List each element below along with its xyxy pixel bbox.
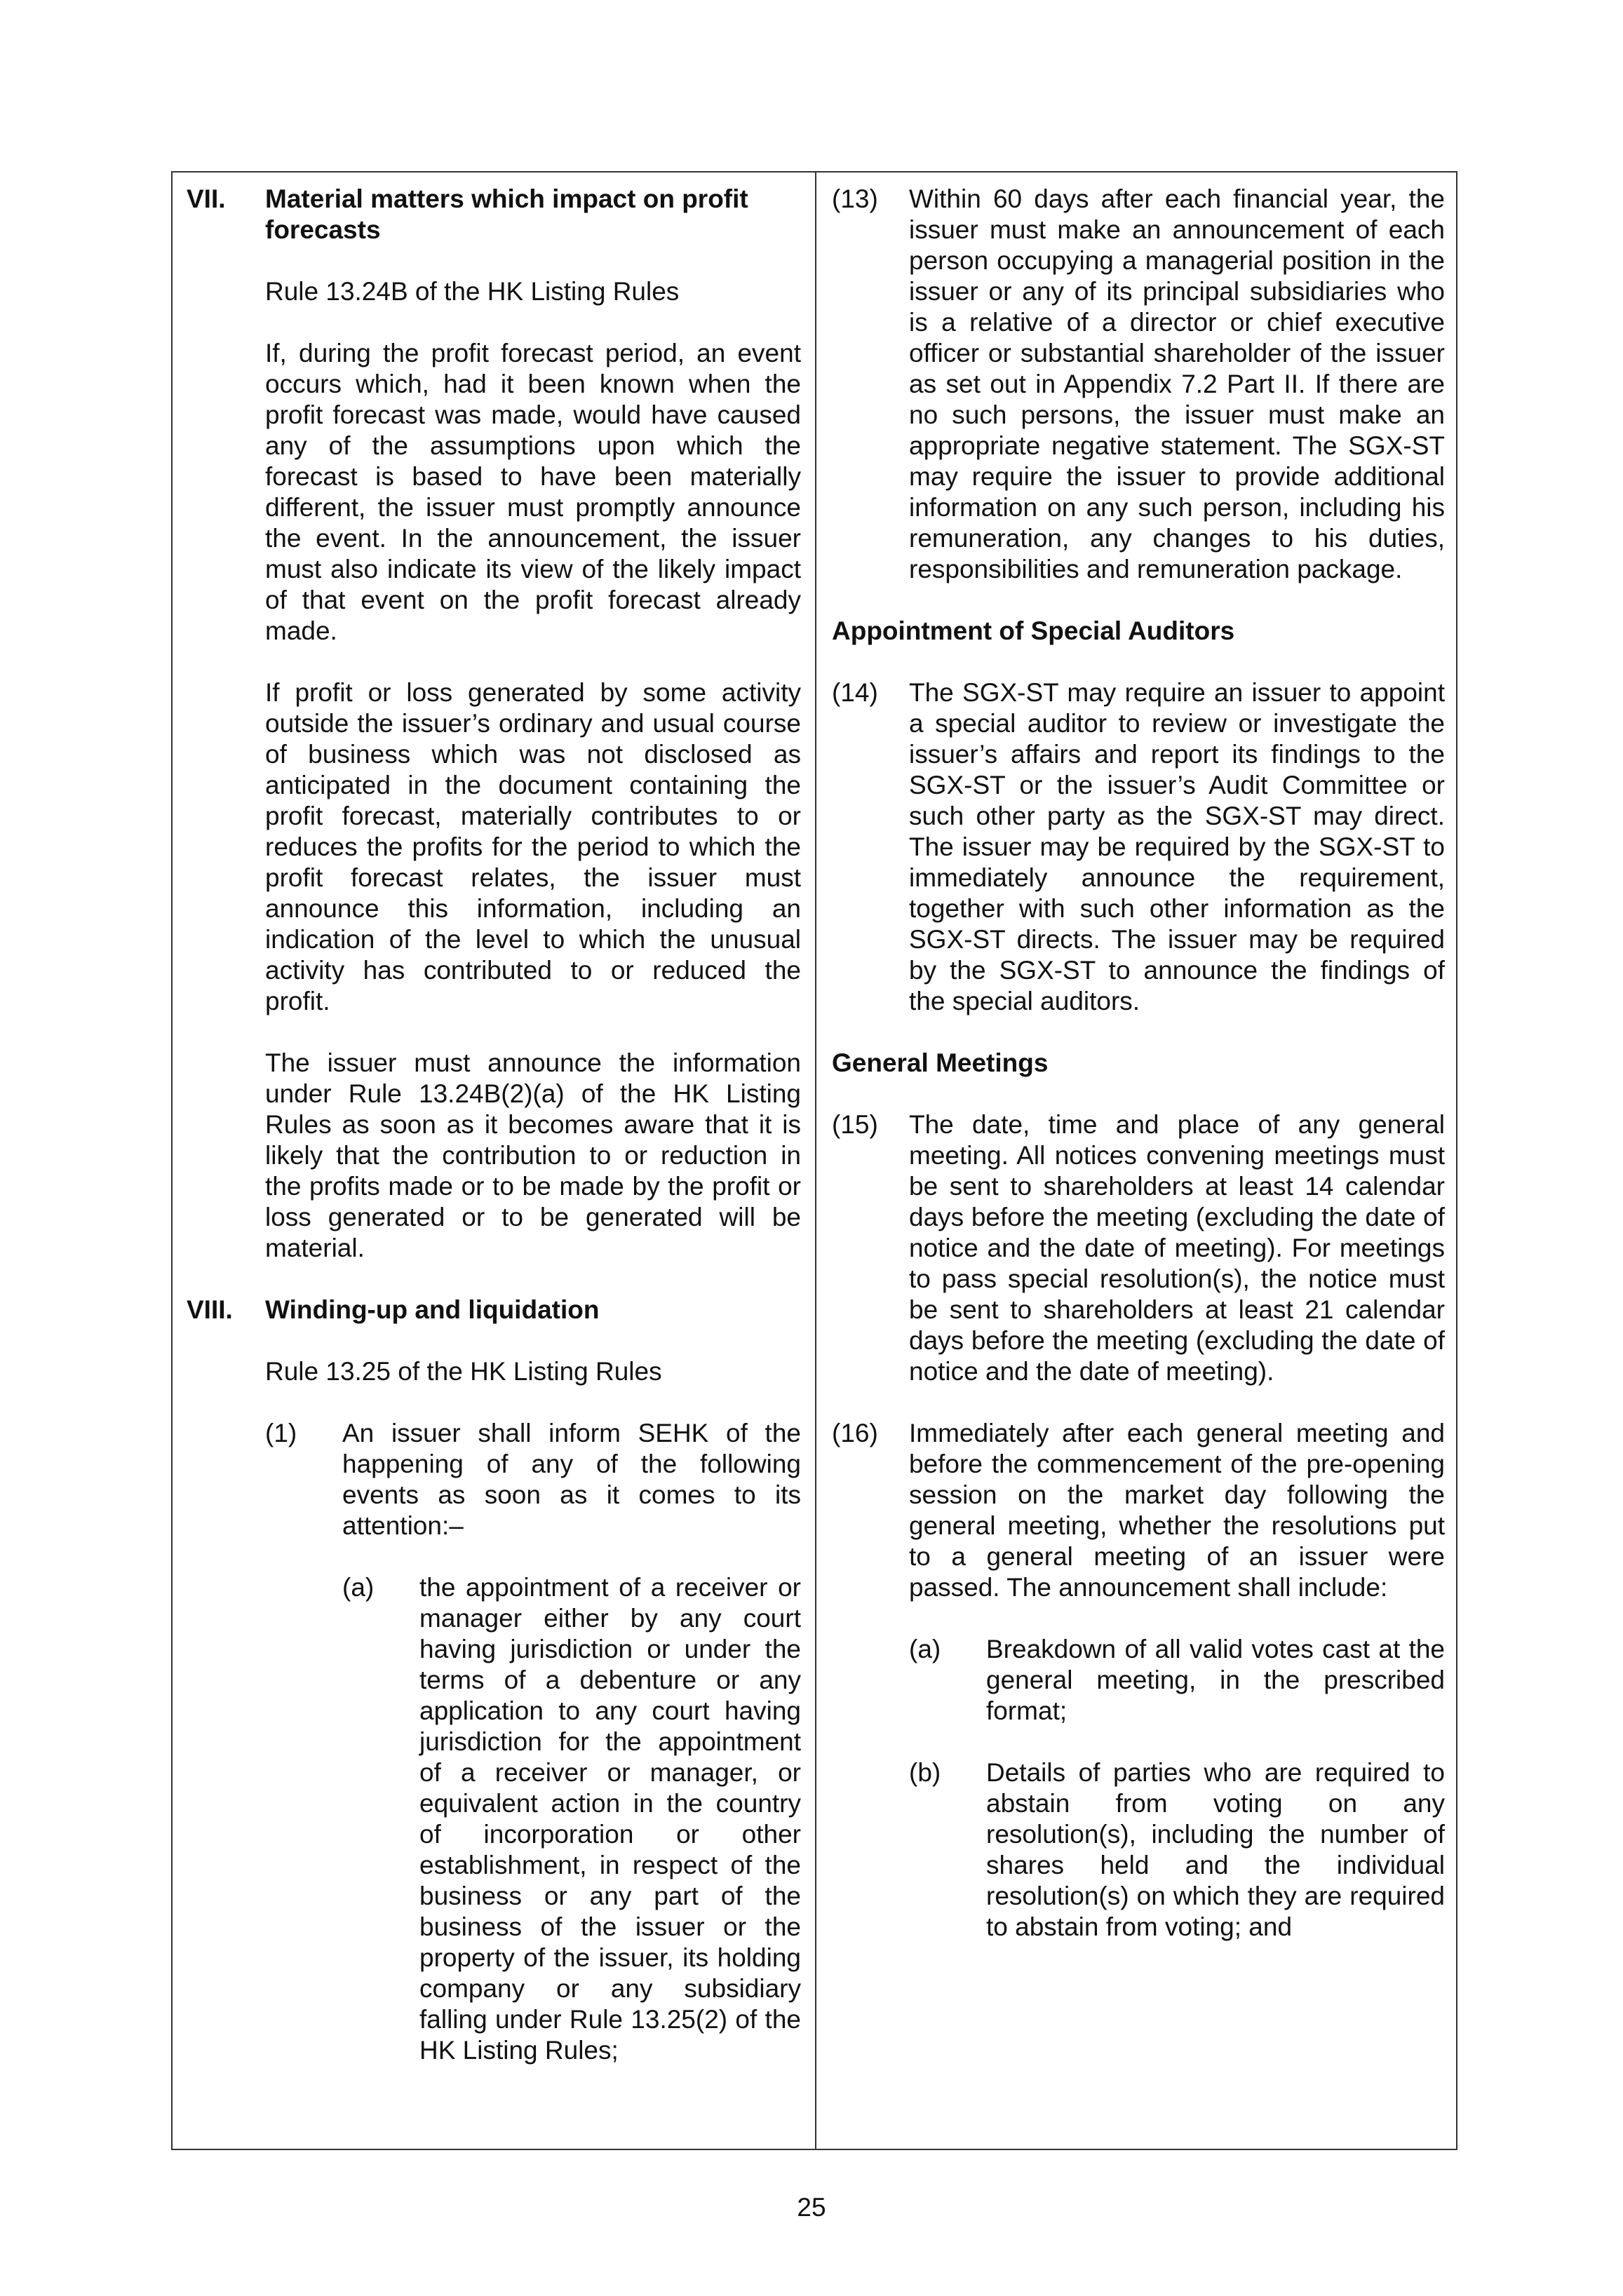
list-item-16b: [909, 1757, 1445, 1943]
list-item-15: [832, 1109, 1445, 1387]
item-number: (13): [832, 184, 878, 213]
list-item-a: [342, 1572, 801, 2066]
paragraph: If, during the profit forecast period, an event occurs which, had it been known when the profit forecast was made, would have caused any of the assumptions upon which the forecast is based to have been materially different, the issuer must promptly announce the event. In the announcement, the issuer must also indicate its view of the likely impact of that event on the profit forecast already made.: [265, 339, 801, 645]
item-number: (a): [342, 1573, 375, 1602]
section-viii-heading: [187, 1295, 801, 1325]
list-item-1: [265, 1418, 801, 1541]
item-text: the appointment of a receiver or manager either by any court having jurisdiction or under the terms of a debenture or any application to any court having jurisdiction for the appointment of a receiver or manager, or equivalent action in the country of incorporation or other establishment, in respect of the business or any part of the business of the issuer or the property of the issuer, its holding company or any subsidiary falling under Rule 13.25(2) of the HK Listing Rules;: [419, 1573, 801, 2065]
section-vii-heading: [187, 184, 801, 245]
column-divider: [815, 171, 816, 2150]
list-item-13: [832, 184, 1445, 585]
subheading-special-auditors: Appointment of Special Auditors: [832, 616, 1235, 645]
section-number: VIII.: [187, 1295, 233, 1324]
list-item-16: [832, 1418, 1445, 1603]
list-item-16a: [909, 1634, 1445, 1727]
rule-reference: Rule 13.24B of the HK Listing Rules: [265, 277, 680, 306]
item-number: (b): [909, 1758, 941, 1787]
item-text: The SGX-ST may require an issuer to appoint a special auditor to review or investigate the issuer’s affairs and report its findings to the SGX-ST or the issuer’s Audit Committee or such other party as the SGX-ST may direct. The issuer may be required by the SGX-ST to immediately announce the requirement, together with such other information as the SGX-ST directs. The issuer may be required by the SGX-ST to announce the findings of the special auditors.: [909, 678, 1445, 1015]
item-number: (a): [909, 1635, 941, 1663]
item-text: Within 60 days after each financial year, the issuer must make an announcement of each person occupying a managerial position in the issuer or any of its principal subsidiaries who is a relative of a director or chief executive officer or substantial shareholder of the issuer as set out in Appendix 7.2 Part II. If there are no such persons, the issuer must make an appropriate negative statement. The SGX-ST may require the issuer to provide additional information on any such person, including his remuneration, any changes to his duties, responsibilities and remuneration package.: [909, 184, 1445, 583]
item-text: The date, time and place of any general meeting. All notices convening meetings must be sent to shareholders at least 14 calendar days before the meeting (excluding the date of notice and the date of meeting). For meetings to pass special resolution(s), the notice must be sent to shareholders at least 21 calendar days before the meeting (excluding the date of notice and the date of meeting).: [909, 1110, 1445, 1386]
item-text: Breakdown of all valid votes cast at the general meeting, in the prescribed format;: [986, 1635, 1445, 1725]
item-text: Immediately after each general meeting and before the commencement of the pre-opening session on the market day following the general meeting, whether the resolutions put to a general meeting of an issuer were passed. The announcement shall include:: [909, 1419, 1445, 1602]
paragraph: If profit or loss generated by some activity outside the issuer’s ordinary and usual course of business which was not disclosed as anticipated in the document containing the profit forecast, materially contributes to or reduces the profits for the period to which the profit forecast relates, the issuer must announce this information, including an indication of the level to which the unusual activity has contributed to or reduced the profit.: [265, 678, 801, 1015]
item-number: (15): [832, 1110, 878, 1139]
page-number: 25: [797, 2193, 826, 2222]
item-text: Details of parties who are required to abstain from voting on any resolution(s), including the number of shares held and the individual resolution(s) on which they are required to abstain from voting; and: [986, 1758, 1445, 1941]
rule-reference: Rule 13.25 of the HK Listing Rules: [265, 1357, 662, 1386]
subheading-general-meetings: General Meetings: [832, 1048, 1049, 1077]
section-title: Material matters which impact on profit forecasts: [265, 184, 748, 244]
item-number: (16): [832, 1419, 878, 1447]
item-text: An issuer shall inform SEHK of the happening of any of the following events as soon as it comes to its attention:–: [342, 1419, 801, 1540]
paragraph: The issuer must announce the information under Rule 13.24B(2)(a) of the HK Listing Rules as soon as it becomes aware that it is likely that the contribution to or reduction in the profits made or to be made by the profit or loss generated or to be generated will be material.: [265, 1048, 801, 1262]
left-column: [187, 184, 801, 2066]
list-item-14: [832, 677, 1445, 1017]
item-number: (1): [265, 1419, 297, 1447]
section-title: Winding-up and liquidation: [265, 1295, 600, 1324]
right-column: [832, 184, 1445, 1943]
item-number: (14): [832, 678, 878, 707]
section-number: VII.: [187, 184, 226, 213]
